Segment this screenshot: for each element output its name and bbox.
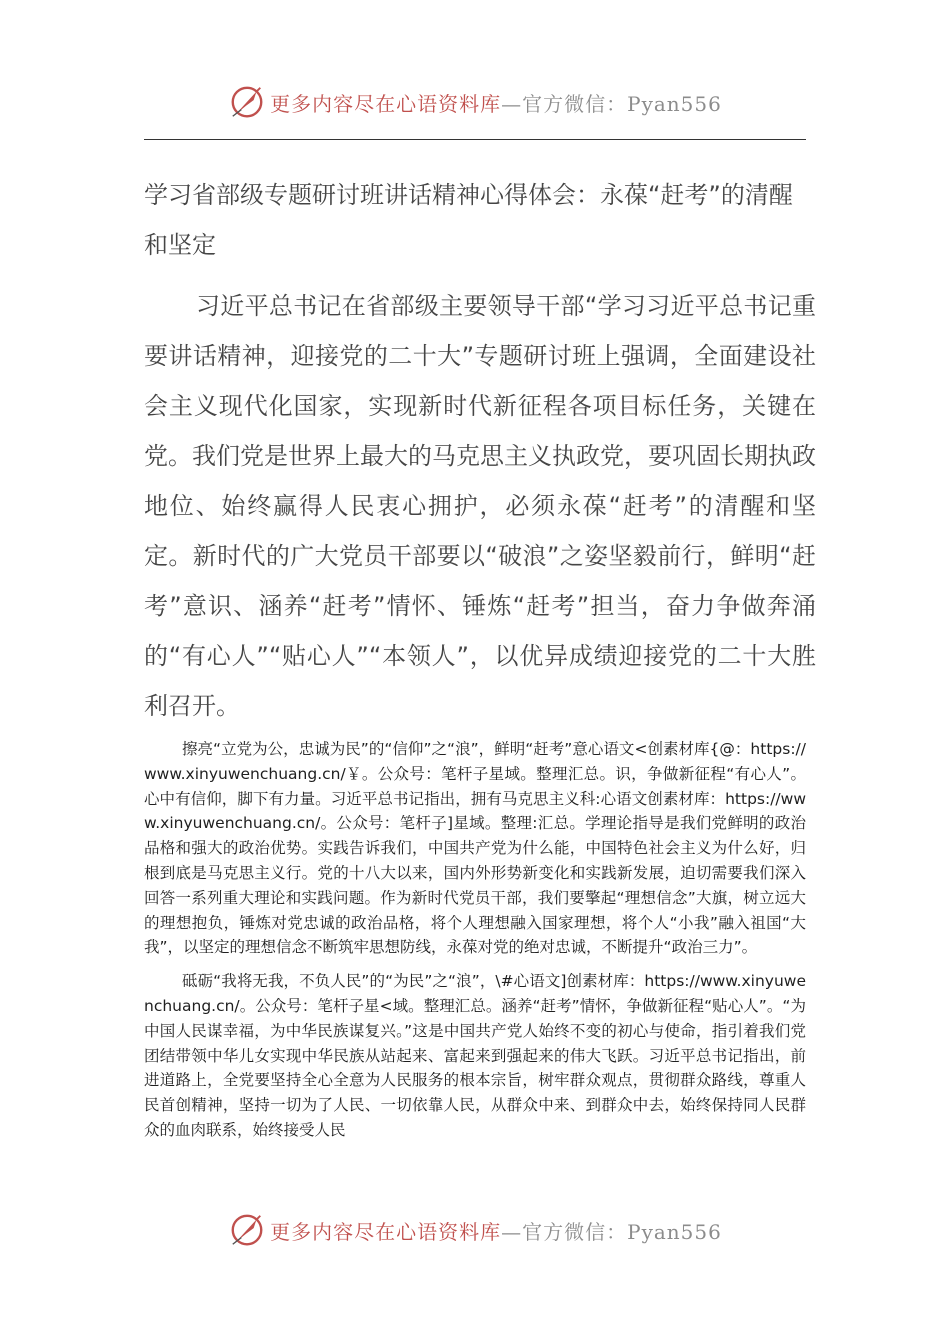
header-divider <box>144 139 806 140</box>
intro-paragraph: 习近平总书记在省部级主要领导干部“学习习近平总书记重要讲话精神，迎接党的二十大”专题研讨班上强调，全面建设社会主义现代化国家，实现新时代新征程各项目标任务，关键在党。我们党是世界上最大的马克思主义执政党，要巩固长期执政地位、始终赢得人民衷心拥护，必须永葆“赶考”的清醒和坚定。新时代的广大党员干部要以“破浪”之姿坚毅前行，鲜明“赶考”意识、涵养“赶考”情怀、锤炼“赶考”担当，奋力争做奔涌的“有心人”“贴心人”“本领人”，以优异成绩迎接党的二十大胜利召开。 <box>144 292 816 720</box>
body-text <box>144 737 806 1152</box>
footer-suffix: —官方微信：Pyan556 <box>501 1219 722 1244</box>
header-suffix: —官方微信：Pyan556 <box>501 91 722 116</box>
quill-logo-icon <box>228 1211 266 1249</box>
body-paragraph: 砥砺“我将无我，不负人民”的“为民”之“浪”，\#心语文]创素材库：https://www.xinyuwenchuang.cn/。公众号：笔杆子星<域。整理汇总。涵养“赶考”情怀，争做新征程“贴心人”。“为中国人民谋幸福，为中华民族谋复兴。”这是中国共产党人始终不变的初心与使命，指引着我们党团结带领中华儿女实现中华民族从站起来、富起来到强起来的伟大飞跃。习近平总书记指出，前进道路上，全党要坚持全心全意为人民服务的根本宗旨，树牢群众观点，贯彻群众路线，尊重人民首创精神，坚持一切为了人民、一切依靠人民，从群众中来、到群众中去，始终保持同人民群众的血肉联系，始终接受人民 <box>144 972 806 1139</box>
quill-logo-icon <box>228 83 266 121</box>
header-brand: 更多内容尽在心语资料库 <box>270 91 502 116</box>
header-banner <box>0 80 950 124</box>
footer-banner <box>0 1208 950 1252</box>
footer-brand: 更多内容尽在心语资料库 <box>270 1219 502 1244</box>
body-paragraph: 擦亮“立党为公，忠诚为民”的“信仰”之“浪”，鲜明“赶考”意心语文<创素材库{@：https://www.xinyuwenchuang.cn/￥。公众号：笔杆子星域。整理汇总。识，争做新征程“有心人”。心中有信仰，脚下有力量。习近平总书记指出，拥有马克思主义科:心语文创素材库：https://www.xinyuwenchuang.cn/。公众号：笔杆子]星域。整理:汇总。学理论指导是我们党鲜明的政治品格和强大的政治优势。实践告诉我们，中国共产党为什么能，中国特色社会主义为什么好，归根到底是马克思主义行。党的十八大以来，国内外形势新变化和实践新发展，迫切需要我们深入回答一系列重大理论和实践问题。作为新时代党员干部，我们要擎起“理想信念”大旗，树立远大的理想抱负，锤炼对党忠诚的政治品格，将个人理想融入国家理想，将个人“小我”融入祖国“大我”，以坚定的理想信念不断筑牢思想防线，永葆对党的绝对忠诚，不断提升“政治三力”。 <box>144 740 806 957</box>
document-title: 学习省部级专题研讨班讲话精神心得体会：永葆“赶考”的清醒和坚定 <box>144 181 793 259</box>
